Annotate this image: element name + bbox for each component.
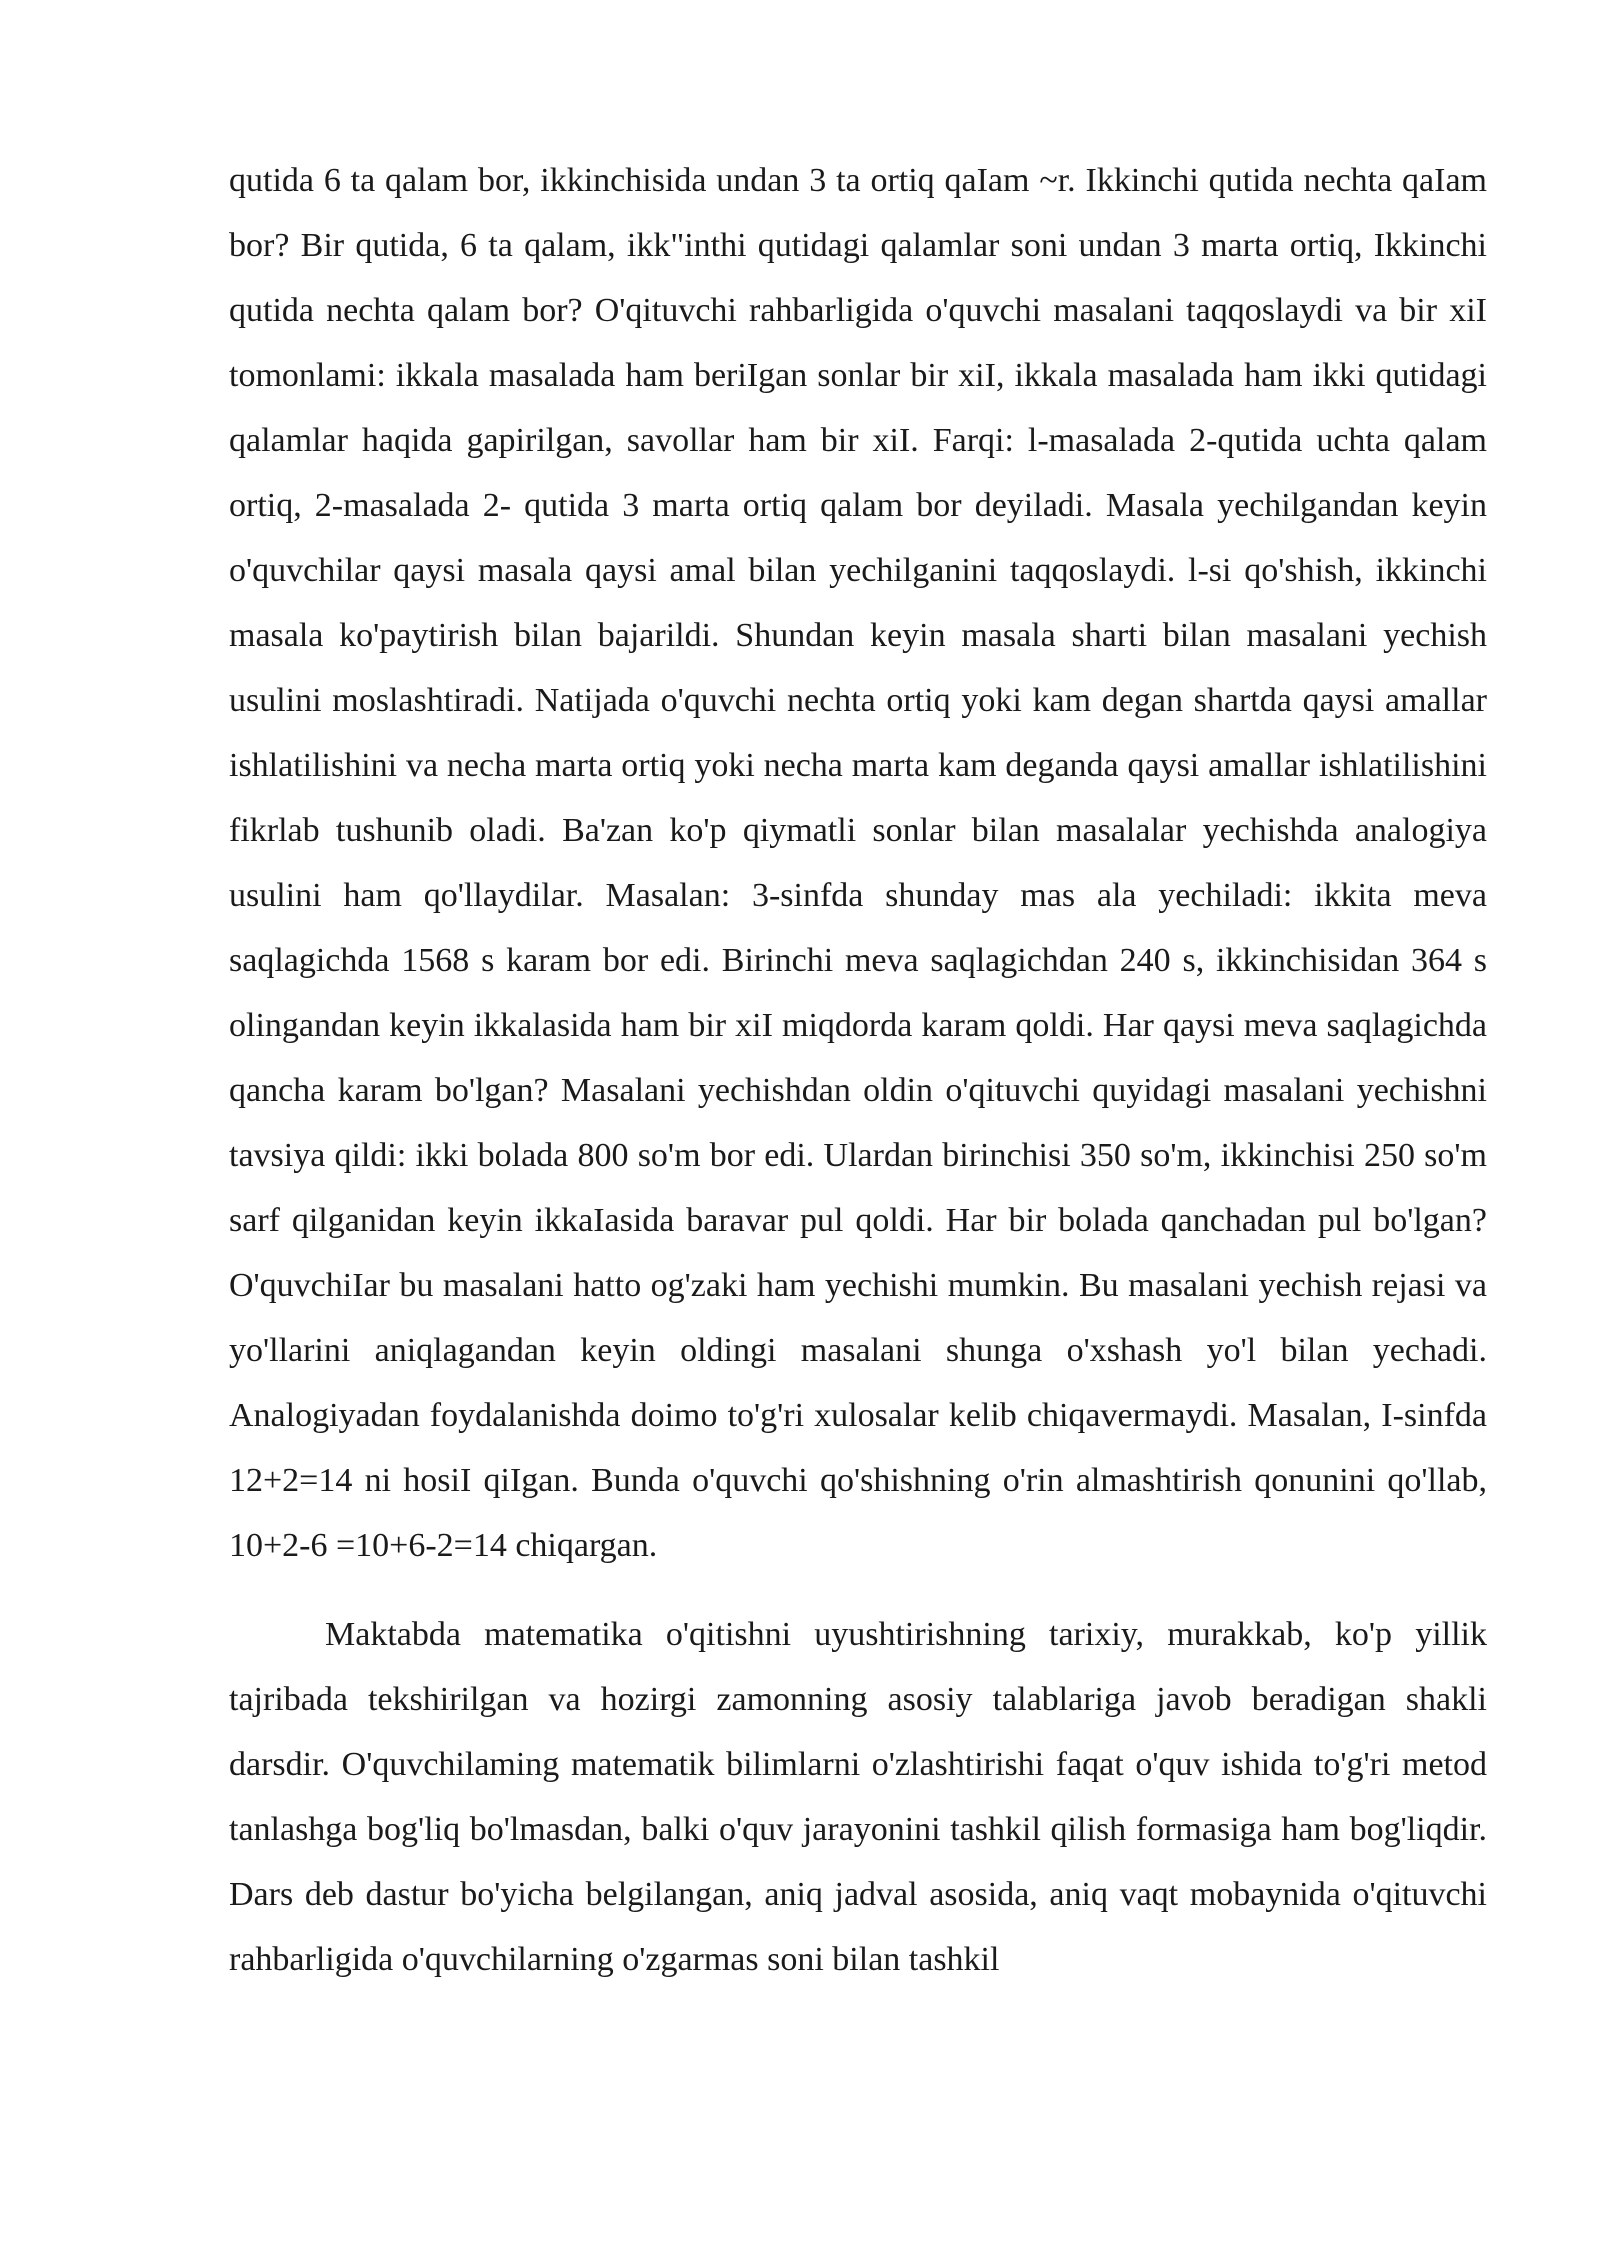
paragraph-problem-analogy: qutida 6 ta qalam bor, ikkinchisida undan 3 ta ortiq qaIam ~r. Ikkinchi qutida nechta qaIam bor? Bir qutida, 6 ta qalam, ikk"inthi qutidagi qalamlar soni undan 3 marta ortiq, Ikkinchi qutida nechta qalam bor? O'qituvchi rahbarligida o'quvchi masalani taqqoslaydi va bir xiI tomonlami: ikkala masalada ham beriIgan sonlar bir xiI, ikkala masalada ham ikki qutidagi qalamlar haqida gapirilgan, savollar ham bir xiI. Farqi: l-masalada 2-qutida uchta qalam ortiq, 2-masalada 2- qutida 3 marta ortiq qalam bor deyiladi. Masala yechilgandan keyin o'quvchilar qaysi masala qaysi amal bilan yechilganini taqqoslaydi. l-si qo'shish, ikkinchi masala ko'paytirish bilan bajarildi. Shundan keyin masala sharti bilan masalani yechish usulini moslashtiradi. Natijada o'quvchi nechta ortiq yoki kam degan shartda qaysi amallar ishlatilishini va necha marta ortiq yoki necha marta kam deganda qaysi amallar ishlatilishini fikrlab tushunib oladi. Ba'zan ko'p qiymatli sonlar bilan masalalar yechishda analogiya usulini ham qo'llaydilar. Masalan: 3-sinfda shunday mas ala yechiladi: ikkita meva saqlagichda 1568 s karam bor edi. Birinchi meva saqlagichdan 240 s, ikkinchisidan 364 s olingandan keyin ikkalasida ham bir xiI miqdorda karam qoldi. Har qaysi meva saqlagichda qancha karam bo'lgan? Masalani yechishdan oldin o'qituvchi quyidagi masalani yechishni tavsiya qildi: ikki bolada 800 so'm bor edi. Ulardan birinchisi 350 so'm, ikkinchisi 250 so'm sarf qilganidan keyin ikkaIasida baravar pul qoldi. Har bir bolada qanchadan pul bo'lgan? O'quvchiIar bu masalani hatto og'zaki ham yechishi mumkin. Bu masalani yechish rejasi va yo'llarini aniqlagandan keyin oldingi masalani shunga o'xshash yo'l bilan yechadi. Analogiyadan foydalanishda doimo to'g'ri xulosalar kelib chiqavermaydi. Masalan, I-sinfda 12+2=14 ni hosiI qiIgan. Bunda o'quvchi qo'shishning o'rin almashtirish qonunini qo'llab, 10+2-6 =10+6-2=14 chiqargan. [229,162,1487,1564]
paragraph-lesson-form: Maktabda matematika o'qitishni uyushtirishning tarixiy, murakkab, ko'p yillik tajribada tekshirilgan va hozirgi zamonning asosiy talablariga javob beradigan shakli darsdir. O'quvchilaming matematik bilimlarni o'zlashtirishi faqat o'quv ishida to'g'ri metod tanlashga bog'liq bo'lmasdan, balki o'quv jarayonini tashkil qilish formasiga ham bog'liqdir. Dars deb dastur bo'yicha belgilangan, aniq jadval asosida, aniq vaqt mobaynida o'qituvchi rahbarligida o'quvchilarning o'zgarmas soni bilan tashkil [229,1616,1487,1978]
document-body [229,148,1487,1992]
